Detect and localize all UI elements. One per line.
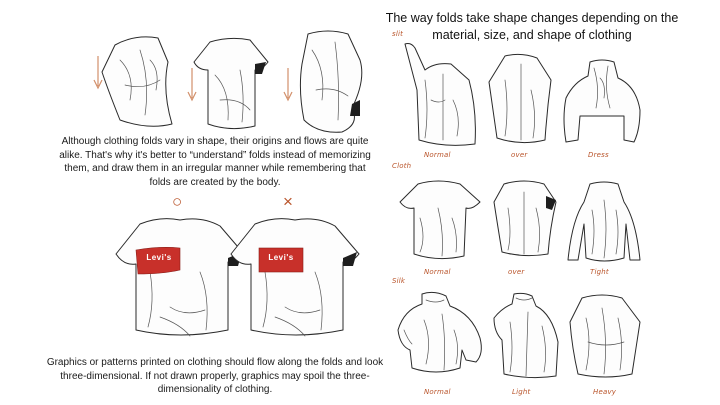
label-r1c2: over — [511, 151, 528, 159]
clothing-sketch-r1c3 — [560, 58, 644, 146]
shirt-sketches-top — [90, 20, 380, 140]
label-r3c3: Heavy — [593, 388, 617, 396]
clothing-sketch-r2c2 — [490, 178, 560, 258]
good-mark: ○ — [172, 192, 183, 211]
clothing-sketch-r3c2 — [490, 292, 566, 380]
shirt-sketch — [102, 37, 172, 126]
page-title: The way folds take shape changes depending on the material, size, and shape of clothing — [385, 11, 679, 42]
clothing-sketch-r2c1 — [398, 178, 482, 262]
clothing-sketch-r3c1 — [396, 290, 486, 378]
down-arrow — [188, 68, 196, 100]
clothing-sketch-r1c2 — [485, 50, 555, 146]
levis-shirt-bad — [225, 212, 365, 342]
clothing-sketch-r3c3 — [566, 292, 644, 380]
folds-paragraph: Although clothing folds vary in shape, their origins and flows are quite alike. That's why it's better to “understand” folds instead of memorizing them, and draw them in an irregular manner while remembering that folds are created by the body. — [59, 136, 371, 188]
row-label-2: Cloth — [392, 162, 412, 170]
graphics-paragraph: Graphics or patterns printed on clothing should flow along the folds and look three-dimensional. If not drawn properly, graphics may spoil the three-dimensionality of clothing. — [46, 357, 384, 395]
shirt-sketch — [194, 38, 268, 128]
row-label-3: Silk — [392, 277, 406, 285]
label-r3c1: Normal — [424, 388, 451, 396]
row-label-1: slit — [392, 30, 404, 38]
down-arrow — [284, 68, 292, 100]
logo-text-bad: Levi's — [268, 253, 294, 262]
logo-text-good: Levi's — [146, 253, 172, 262]
clothing-sketch-r2c3 — [566, 180, 642, 264]
bad-mark: × — [283, 192, 293, 211]
down-arrow — [94, 56, 102, 88]
label-r1c1: Normal — [424, 151, 451, 159]
label-r2c2: over — [508, 268, 525, 276]
label-r2c3: Tight — [590, 268, 609, 276]
label-r2c1: Normal — [424, 268, 451, 276]
label-r3c2: Light — [512, 388, 531, 396]
label-r1c3: Dress — [588, 151, 609, 159]
shirt-sketch — [300, 31, 361, 132]
clothing-sketch-r1c1 — [395, 40, 485, 148]
